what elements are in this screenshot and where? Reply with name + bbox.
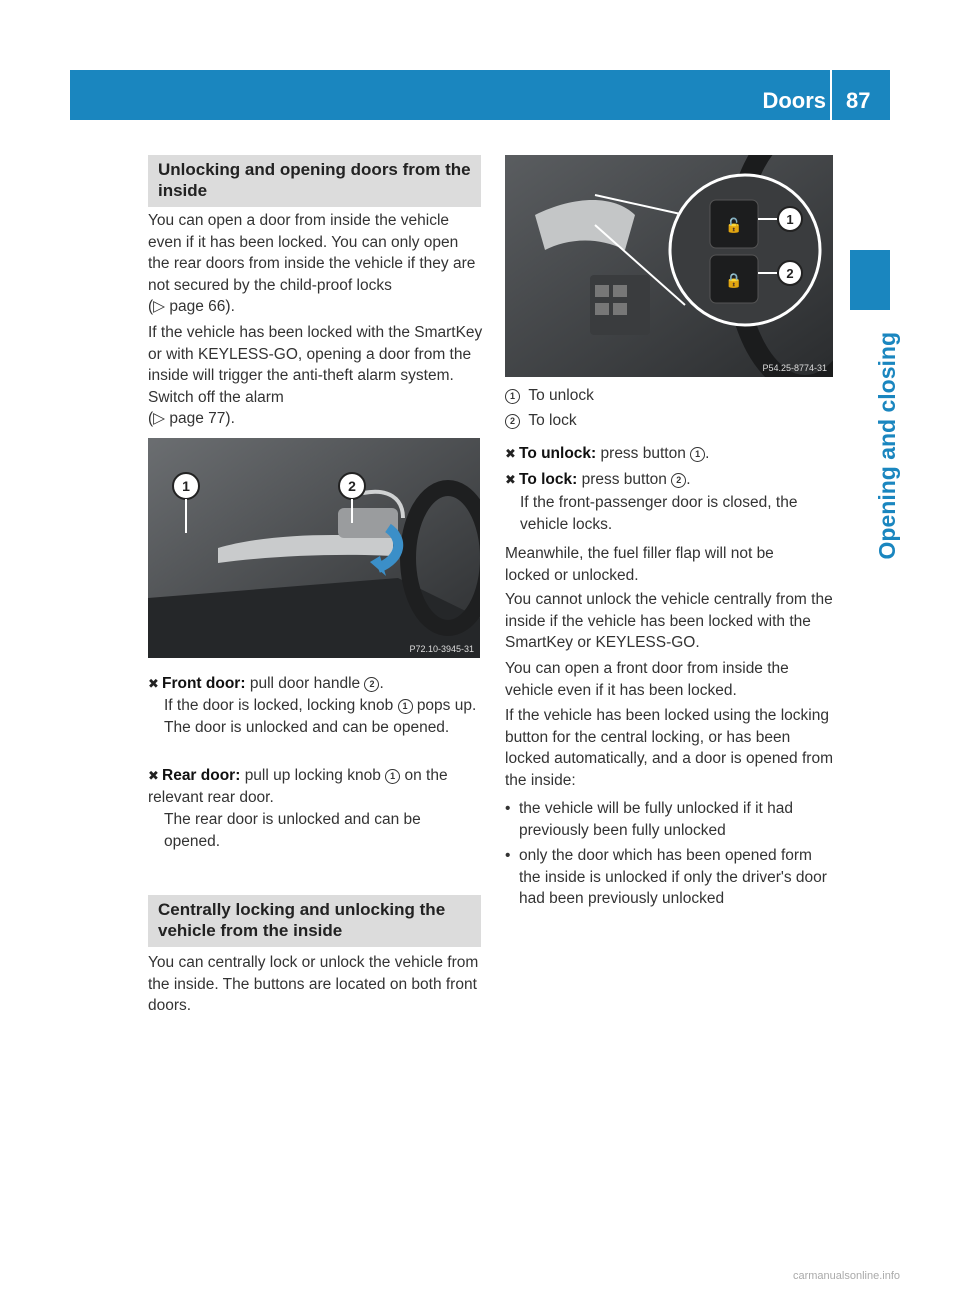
callout-ref: 1 [505,389,520,404]
page-ref-link[interactable]: (▷ page 66). [148,298,235,315]
watermark: carmanualsonline.info [792,1270,900,1282]
page-number: 87 [846,88,871,113]
paragraph-alarm: If the vehicle has been locked with the SmartKey or with KEYLESS-GO, opening a door from the inside will trigger the anti-theft alarm system. Switch off the alarm (▷ page 77). [148,324,483,427]
image-code: P72.10-3945-31 [409,644,474,654]
legend-unlock: 1 To unlock [505,385,835,407]
callout-1: 1 [182,478,190,494]
image-code: P54.25-8774-31 [762,363,827,373]
door-handle-illustration [148,438,480,658]
paragraph-fuel-flap: Meanwhile, the fuel filler flap will not be locked or unlocked. [505,545,774,584]
bullet-icon: • [505,800,511,817]
callout-2: 2 [348,478,356,494]
legend-lock: 2 To lock [505,410,835,432]
lock-detail: If the front-passenger door is closed, the vehicle locks. [520,494,798,533]
step-unlock: ✖ To unlock: press button 1 . [505,443,835,465]
callout-ref: 1 [690,447,705,462]
paragraph-front-door: You can open a front door from inside the vehicle even if it has been locked. [505,660,789,699]
locking-buttons-illustration [505,155,833,377]
bullet-item: • only the door which has been opened form the inside is unlocked if only the driver's door had been previously unlocked [505,845,835,910]
paragraph-central-locking: You can centrally lock or unlock the vehicle from the inside. The buttons are located on both front doors. [148,954,479,1014]
bullet-item: • the vehicle will be fully unlocked if it had previously been fully unlocked [505,798,835,841]
callout-2: 2 [786,266,794,281]
header-title: Doors [762,88,826,113]
bullet-icon: • [505,847,511,864]
paragraph-unlock-intro: You can open a door from inside the vehicle even if it has been locked. You can only open the rear doors from inside the vehicle if they are not secured by the child-proof locks (▷ page 66). [148,212,476,315]
svg-text:🔓: 🔓 [725,218,743,234]
svg-text:🔒: 🔒 [725,273,743,289]
header-divider [830,70,832,120]
paragraph-locking-button: If the vehicle has been locked using the locking button for the central locking, or has been locked automatically, and a door is opened from the inside: [505,707,833,789]
front-door-detail: If the door is locked, locking knob 1 pops up. The door is unlocked and can be opened. [164,697,477,736]
section-heading-central-locking: Centrally locking and unlocking the vehicle from the inside [148,895,481,947]
paragraph-central-unlock: You cannot unlock the vehicle centrally from the inside if the vehicle has been locked with the SmartKey or KEYLESS-GO. [505,591,833,651]
callout-ref: 2 [671,473,686,488]
step-arrow-icon: ✖ [148,768,159,783]
step-lock: ✖ To lock: press button 2 . [505,469,835,491]
step-front-door: ✖ Front door: pull door handle 2 . [148,673,483,695]
callout-1: 1 [786,212,794,227]
step-rear-door: ✖ Rear door: pull up locking knob 1 on the relevant rear door. [148,767,448,806]
step-arrow-icon: ✖ [505,446,516,461]
side-tab-label: Opening and closing [874,332,900,560]
callout-ref: 2 [364,677,379,692]
step-arrow-icon: ✖ [505,472,516,487]
callout-ref: 1 [385,769,400,784]
door-handle-photo [148,438,480,658]
callout-ref: 1 [398,699,413,714]
rear-door-detail: The rear door is unlocked and can be opened. [164,811,421,850]
section-heading-unlocking: Unlocking and opening doors from the inside [148,155,481,207]
step-arrow-icon: ✖ [148,676,159,691]
callout-ref: 2 [505,414,520,429]
page-ref-link[interactable]: (▷ page 77). [148,410,235,427]
side-tab-marker [850,250,890,310]
locking-buttons-photo [505,155,833,377]
